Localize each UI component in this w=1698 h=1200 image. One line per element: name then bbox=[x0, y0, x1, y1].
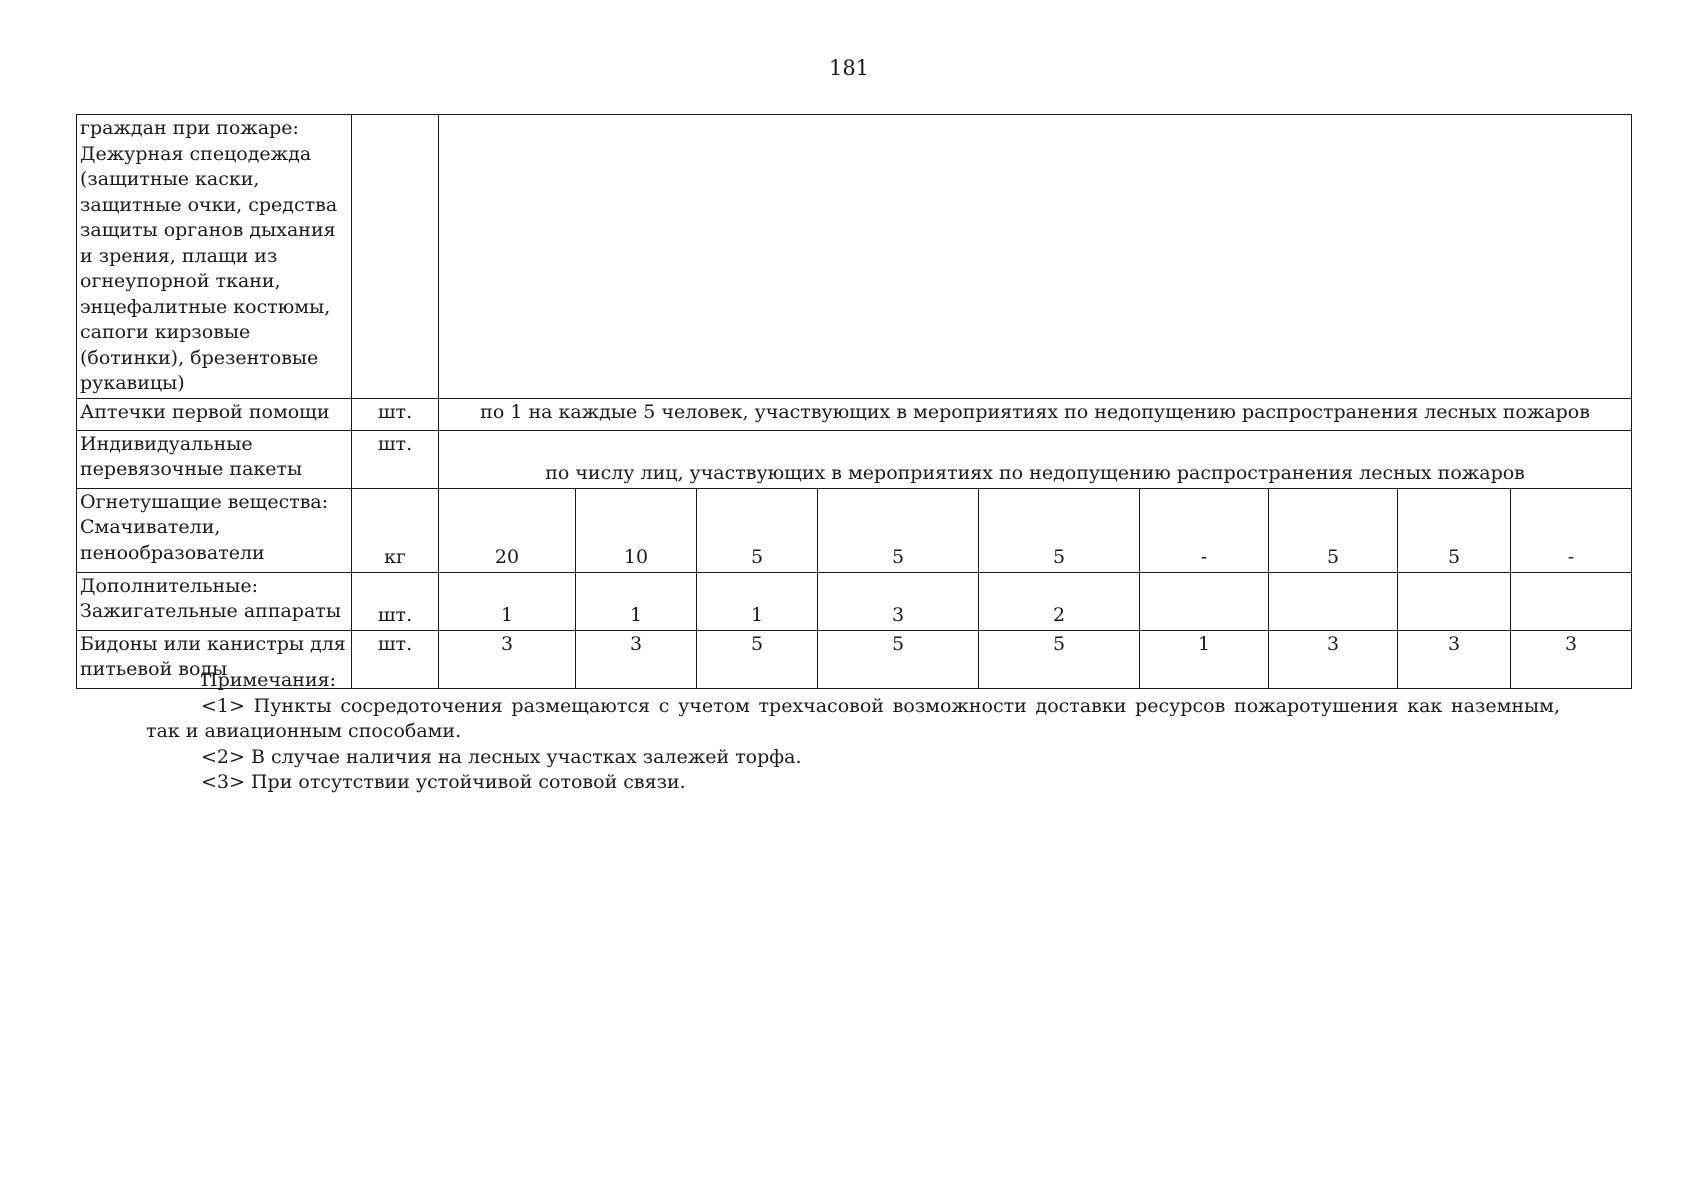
row-label: Бидоны или канистры для питьевой воды bbox=[77, 630, 352, 688]
row-label-line: Смачиватели, bbox=[80, 516, 221, 538]
value-cell bbox=[1398, 572, 1511, 630]
value-cell: 1 bbox=[697, 572, 818, 630]
value-cell: 3 bbox=[576, 630, 697, 688]
value-cell: 3 bbox=[818, 572, 979, 630]
value-cell: 5 bbox=[979, 488, 1140, 572]
note-item: <2> В случае наличия на лесных участках залежей торфа. bbox=[201, 745, 802, 768]
table-row bbox=[77, 115, 1632, 399]
notes-title: Примечания: bbox=[201, 669, 337, 691]
row-unit: шт. bbox=[352, 398, 439, 430]
value-cell: 3 bbox=[1269, 630, 1398, 688]
value-cell: 5 bbox=[979, 630, 1140, 688]
value-cell: 3 bbox=[1511, 630, 1632, 688]
row-span-text: по 1 на каждые 5 человек, участвующих в мероприятиях по недопущению распространения лесных пожаров bbox=[439, 398, 1632, 430]
row-label bbox=[77, 488, 352, 572]
value-cell bbox=[1269, 572, 1398, 630]
row-unit: кг bbox=[352, 488, 439, 572]
value-cell: 5 bbox=[1269, 488, 1398, 572]
table-row bbox=[77, 398, 1632, 430]
table-row bbox=[77, 488, 1632, 572]
row-unit: шт. bbox=[352, 630, 439, 688]
row-unit: шт. bbox=[352, 572, 439, 630]
value-cell: 3 bbox=[1398, 630, 1511, 688]
value-cell bbox=[1511, 572, 1632, 630]
row-label-line: Зажигательные аппараты bbox=[80, 600, 341, 622]
row-label-line: перевязочные пакеты bbox=[80, 458, 303, 480]
value-cell: 5 bbox=[1398, 488, 1511, 572]
row-label-line: Дополнительные: bbox=[80, 574, 258, 597]
value-cell bbox=[1140, 572, 1269, 630]
value-cell: - bbox=[1140, 488, 1269, 572]
row-label: Аптечки первой помощи bbox=[77, 398, 352, 430]
value-cell: 10 bbox=[576, 488, 697, 572]
page-number: 181 bbox=[828, 56, 870, 80]
row-label: граждан при пожаре: Дежурная спецодежда (защитные каски, защитные очки, средства защиты органов дыхания и зрения, плащи из огнеупорной ткани, энцефалитные костюмы, сапоги кирзовые (ботинки), брезентовые рукавицы) bbox=[77, 115, 352, 399]
note-item: <3> При отсутствии устойчивой сотовой связи. bbox=[201, 771, 686, 793]
row-span-text: по числу лиц, участвующих в мероприятиях по недопущению распространения лесных пожаров bbox=[439, 430, 1632, 488]
row-label-line: Индивидуальные bbox=[80, 432, 253, 455]
value-cell: 2 bbox=[979, 572, 1140, 630]
note-item: <1> Пункты сосредоточения размещаются с учетом трехчасовой возможности доставки ресурсов пожаротушения как наземным, так и авиационным способами. bbox=[146, 694, 1560, 742]
row-label-line: Огнетушащие вещества: bbox=[80, 490, 329, 513]
value-cell: 5 bbox=[818, 488, 979, 572]
table-row bbox=[77, 430, 1632, 488]
row-span-text bbox=[439, 115, 1632, 399]
value-cell: 5 bbox=[697, 488, 818, 572]
row-unit bbox=[352, 115, 439, 399]
value-cell: 20 bbox=[439, 488, 576, 572]
table-row bbox=[77, 572, 1632, 630]
row-label bbox=[77, 430, 352, 488]
value-cell: 1 bbox=[439, 572, 576, 630]
equipment-table bbox=[76, 114, 1632, 689]
value-cell: 5 bbox=[697, 630, 818, 688]
value-cell: 1 bbox=[1140, 630, 1269, 688]
notes-section bbox=[146, 668, 1560, 796]
value-cell: 3 bbox=[439, 630, 576, 688]
value-cell: 1 bbox=[576, 572, 697, 630]
value-cell: 5 bbox=[818, 630, 979, 688]
row-unit: шт. bbox=[352, 430, 439, 488]
row-label bbox=[77, 572, 352, 630]
row-label-line: пенообразователи bbox=[80, 541, 265, 564]
value-cell: - bbox=[1511, 488, 1632, 572]
